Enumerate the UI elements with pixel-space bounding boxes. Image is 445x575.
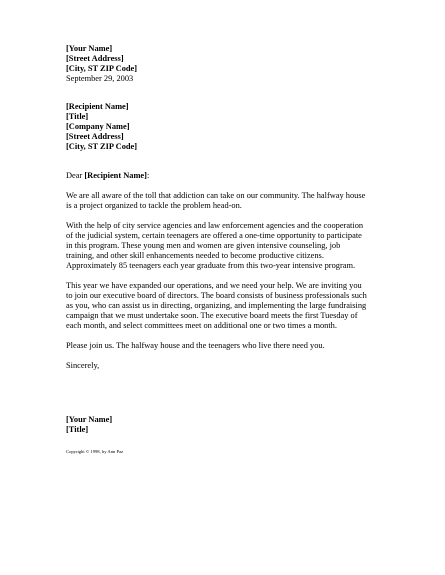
salutation-suffix: : xyxy=(146,171,150,180)
recipient-city: [City, ST ZIP Code] xyxy=(66,142,138,151)
paragraph-line: Please join us. The halfway house and the teenagers who live there need you. xyxy=(66,341,325,350)
closing: Sincerely, xyxy=(66,361,100,370)
salutation xyxy=(66,171,385,181)
paragraph-line: each month, and select committees meet on additional one or two times a month. xyxy=(66,321,337,330)
paragraph-line: in this program. These young men and women are given intensive counseling, job xyxy=(66,241,341,250)
sender-city: [City, ST ZIP Code] xyxy=(66,64,138,73)
letter-date: September 29, 2003 xyxy=(66,74,134,83)
paragraph-line: training, and other skill enhancements needed to become productive citizens. xyxy=(66,251,324,260)
paragraph-line: as you, who can assist us in directing, organizing, and implementing the large fundraising xyxy=(66,301,367,310)
salutation-name: [Recipient Name] xyxy=(84,171,147,180)
signature-title: [Title] xyxy=(66,425,89,434)
recipient-block xyxy=(66,102,385,152)
paragraph-line: We are all aware of the toll that addiction can take on our community. The halfway house xyxy=(66,191,366,200)
paragraph-line: Approximately 85 teenagers each year graduate from this two-year intensive program. xyxy=(66,261,356,270)
recipient-street: [Street Address] xyxy=(66,132,124,141)
paragraph-line: campaign that we must undertake soon. The executive board meets the first Tuesday of xyxy=(66,311,358,320)
paragraph-line: This year we have expanded our operations, and we need your help. We are inviting you xyxy=(66,281,362,290)
body-paragraph-1 xyxy=(66,191,385,211)
paragraph-line: is a project organized to tackle the problem head-on. xyxy=(66,201,242,210)
body-paragraph-4 xyxy=(66,341,385,351)
paragraph-line: With the help of city service agencies and law enforcement agencies and the cooperation xyxy=(66,221,364,230)
body-paragraph-2 xyxy=(66,221,385,271)
recipient-name: [Recipient Name] xyxy=(66,102,129,111)
salutation-prefix: Dear xyxy=(66,171,85,180)
signature-name: [Your Name] xyxy=(66,415,113,424)
copyright-notice: Copyright © 1998, by Ann Paz xyxy=(66,449,124,454)
signature-block xyxy=(66,415,385,435)
sender-street: [Street Address] xyxy=(66,54,124,63)
paragraph-line: of the judicial system, certain teenagers are offered a one-time opportunity to participate xyxy=(66,231,362,240)
sender-block xyxy=(66,44,385,84)
sender-name: [Your Name] xyxy=(66,44,113,53)
recipient-title: [Title] xyxy=(66,112,89,121)
body-paragraph-3 xyxy=(66,281,385,331)
recipient-company: [Company Name] xyxy=(66,122,130,131)
paragraph-line: to join our executive board of directors. The board consists of business professionals such xyxy=(66,291,367,300)
